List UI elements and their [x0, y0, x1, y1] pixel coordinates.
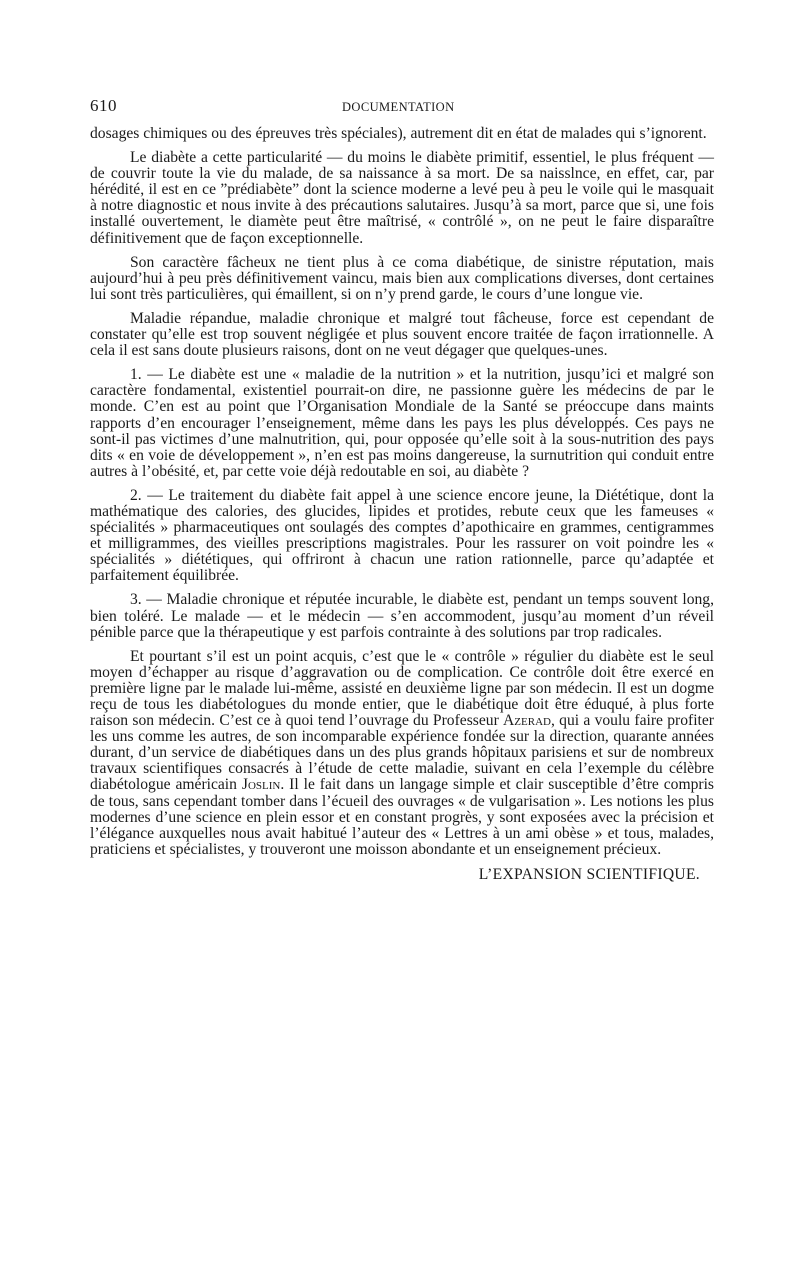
text-run: 2. — Le traitement du diabète fait appel à une science encore jeune, la Diététique, dont la mathématique des calories, des glucides, lipides et protides, rebute ceux que les fameuses « spécialités » pharmaceutiques ont soulagés des comptes d’apothicaire en grammes, centigrammes et milligrammes, des vieilles prescriptions magistrales. Pour les rassurer on voit poindre les « spécialités » diététiques, qui offriront à chacun une ration rationnelle, parce qu’adaptée et parfaitement équilibrée.: [90, 486, 714, 585]
text-run: 3. — Maladie chronique et réputée incurable, le diabète est, pendant un temps souvent long, bien toléré. Le malade — et le médecin — s’en accommodent, jusqu’au moment d’un réveil pénible parce que la thérapeutique y est parfois contrainte à des solutions par trop radicales.: [90, 591, 714, 641]
running-title: DOCUMENTATION: [342, 100, 455, 114]
text-run: Et pourtant s’il est un point acquis, c’est que le « contrôle » régulier du diabète est le seul moyen d’échapper au risque d’aggravation ou de complication. Ce contrôle doit être exercé en première ligne par le malade lui-même, assisté en deuxième ligne par son médecin. Il est un dogme reçu de tous les diabétologues du monde entier, que le diabétique doit être éduqué, à plus forte raison son médecin. C’est ce à quoi tend l’ouvrage du Professeur: [90, 647, 714, 730]
text-run: Maladie répandue, maladie chronique et malgré tout fâcheuse, force est cependant de constater qu’elle est trop souvent négligée et plus souvent encore traitée de façon irrationnelle. A cela il est sans doute plusieurs raisons, dont on ne veut dégager que quelques-unes.: [90, 309, 714, 360]
paragraph: [90, 592, 714, 640]
text-run: dosages chimiques ou des épreuves très spéciales), autrement dit en état de malades qui s’ignorent.: [90, 125, 707, 142]
paragraph: [90, 367, 714, 480]
paragraph: [90, 126, 714, 142]
paragraph: [90, 150, 714, 247]
paragraph: [90, 311, 714, 359]
running-head: [90, 96, 714, 126]
author-name: Joslin: [241, 776, 281, 794]
document-page: [90, 96, 714, 884]
text-run: 1. — Le diabète est une « maladie de la nutrition » et la nutrition, jusqu’ici et malgré son caractère fondamental, existentiel pourrait-on dire, ne passionne guère les médecins de par le monde. C’en est au point que l’Organisation Mondiale de la Santé se préoccupe dans maints rapports d’en encourager l’enseignement, même dans les pays les plus développés. Ces pays ne sont-il pas victimes d’une malnutrition, qui, pour opposée qu’elle soit à la sous-nutrition des pays dits « en voie de développement », n’en est pas moins dangereuse, la surnutrition qui conduit entre autres à l’obésité, et, par cette voie déjà redoutable en soi, au diabète ?: [90, 366, 714, 480]
text-run: Le diabète a cette particularité — du moins le diabète primitif, essentiel, le plus fréquent — de couvrir toute la vie du malade, de sa naissance à sa mort. De sa naisslnce, en effet, car, par hérédité, il est en ce ”prédiabète” dont la science moderne a levé peu à peu le voile qui le masquait à notre diagnostic et nous invite à des précautions salutaires. Jusqu’à sa mort, parce que si, une fois installé ouvertement, le diamète peut être maîtrisé, « contrôlé », on ne peut le faire disparaître définitivement que de façon exceptionnelle.: [90, 149, 714, 247]
text-run: Son caractère fâcheux ne tient plus à ce coma diabétique, de sinistre réputation, mais aujourd’hui à peu près définitivement vaincu, mais bien aux complications diverses, dont certaines lui sont très particulières, qui émaillent, si on n’y prend garde, le cours d’une longue vie.: [90, 253, 714, 303]
text-run: , qui a voulu faire profiter les uns comme les autres, de son incomparable expérience fondée sur la direction, quarante années durant, d’un service de diabétiques dans un des plus grands hôpitaux parisiens et sur de nombreux travaux scientifiques consacrés à l’étude de cette maladie, suivant en cela l’exemple du célèbre diabétologue américain: [90, 712, 714, 794]
page-number: 610: [90, 96, 117, 115]
paragraph: [90, 488, 714, 585]
author-name: Azerad: [503, 712, 551, 730]
paragraph: [90, 649, 714, 858]
text-run: . Il le fait dans un langage simple et clair susceptible d’être compris de tous, sans cependant tomber dans l’écueil des ouvrages « de vulgarisation ». Les notions les plus modernes d’une science en plein essor et en constant progrès, y sont exposées avec la précision et l’élégance auxquelles nous avait habitué l’auteur des « Lettres à un ami obèse » et tous, malades, praticiens et spécialistes, y trouveront une moisson abondante et un enseignement précieux.: [90, 776, 714, 858]
paragraph: [90, 255, 714, 303]
signature: L’EXPANSION SCIENTIFIQUE.: [478, 865, 700, 883]
article-body: [90, 126, 714, 858]
